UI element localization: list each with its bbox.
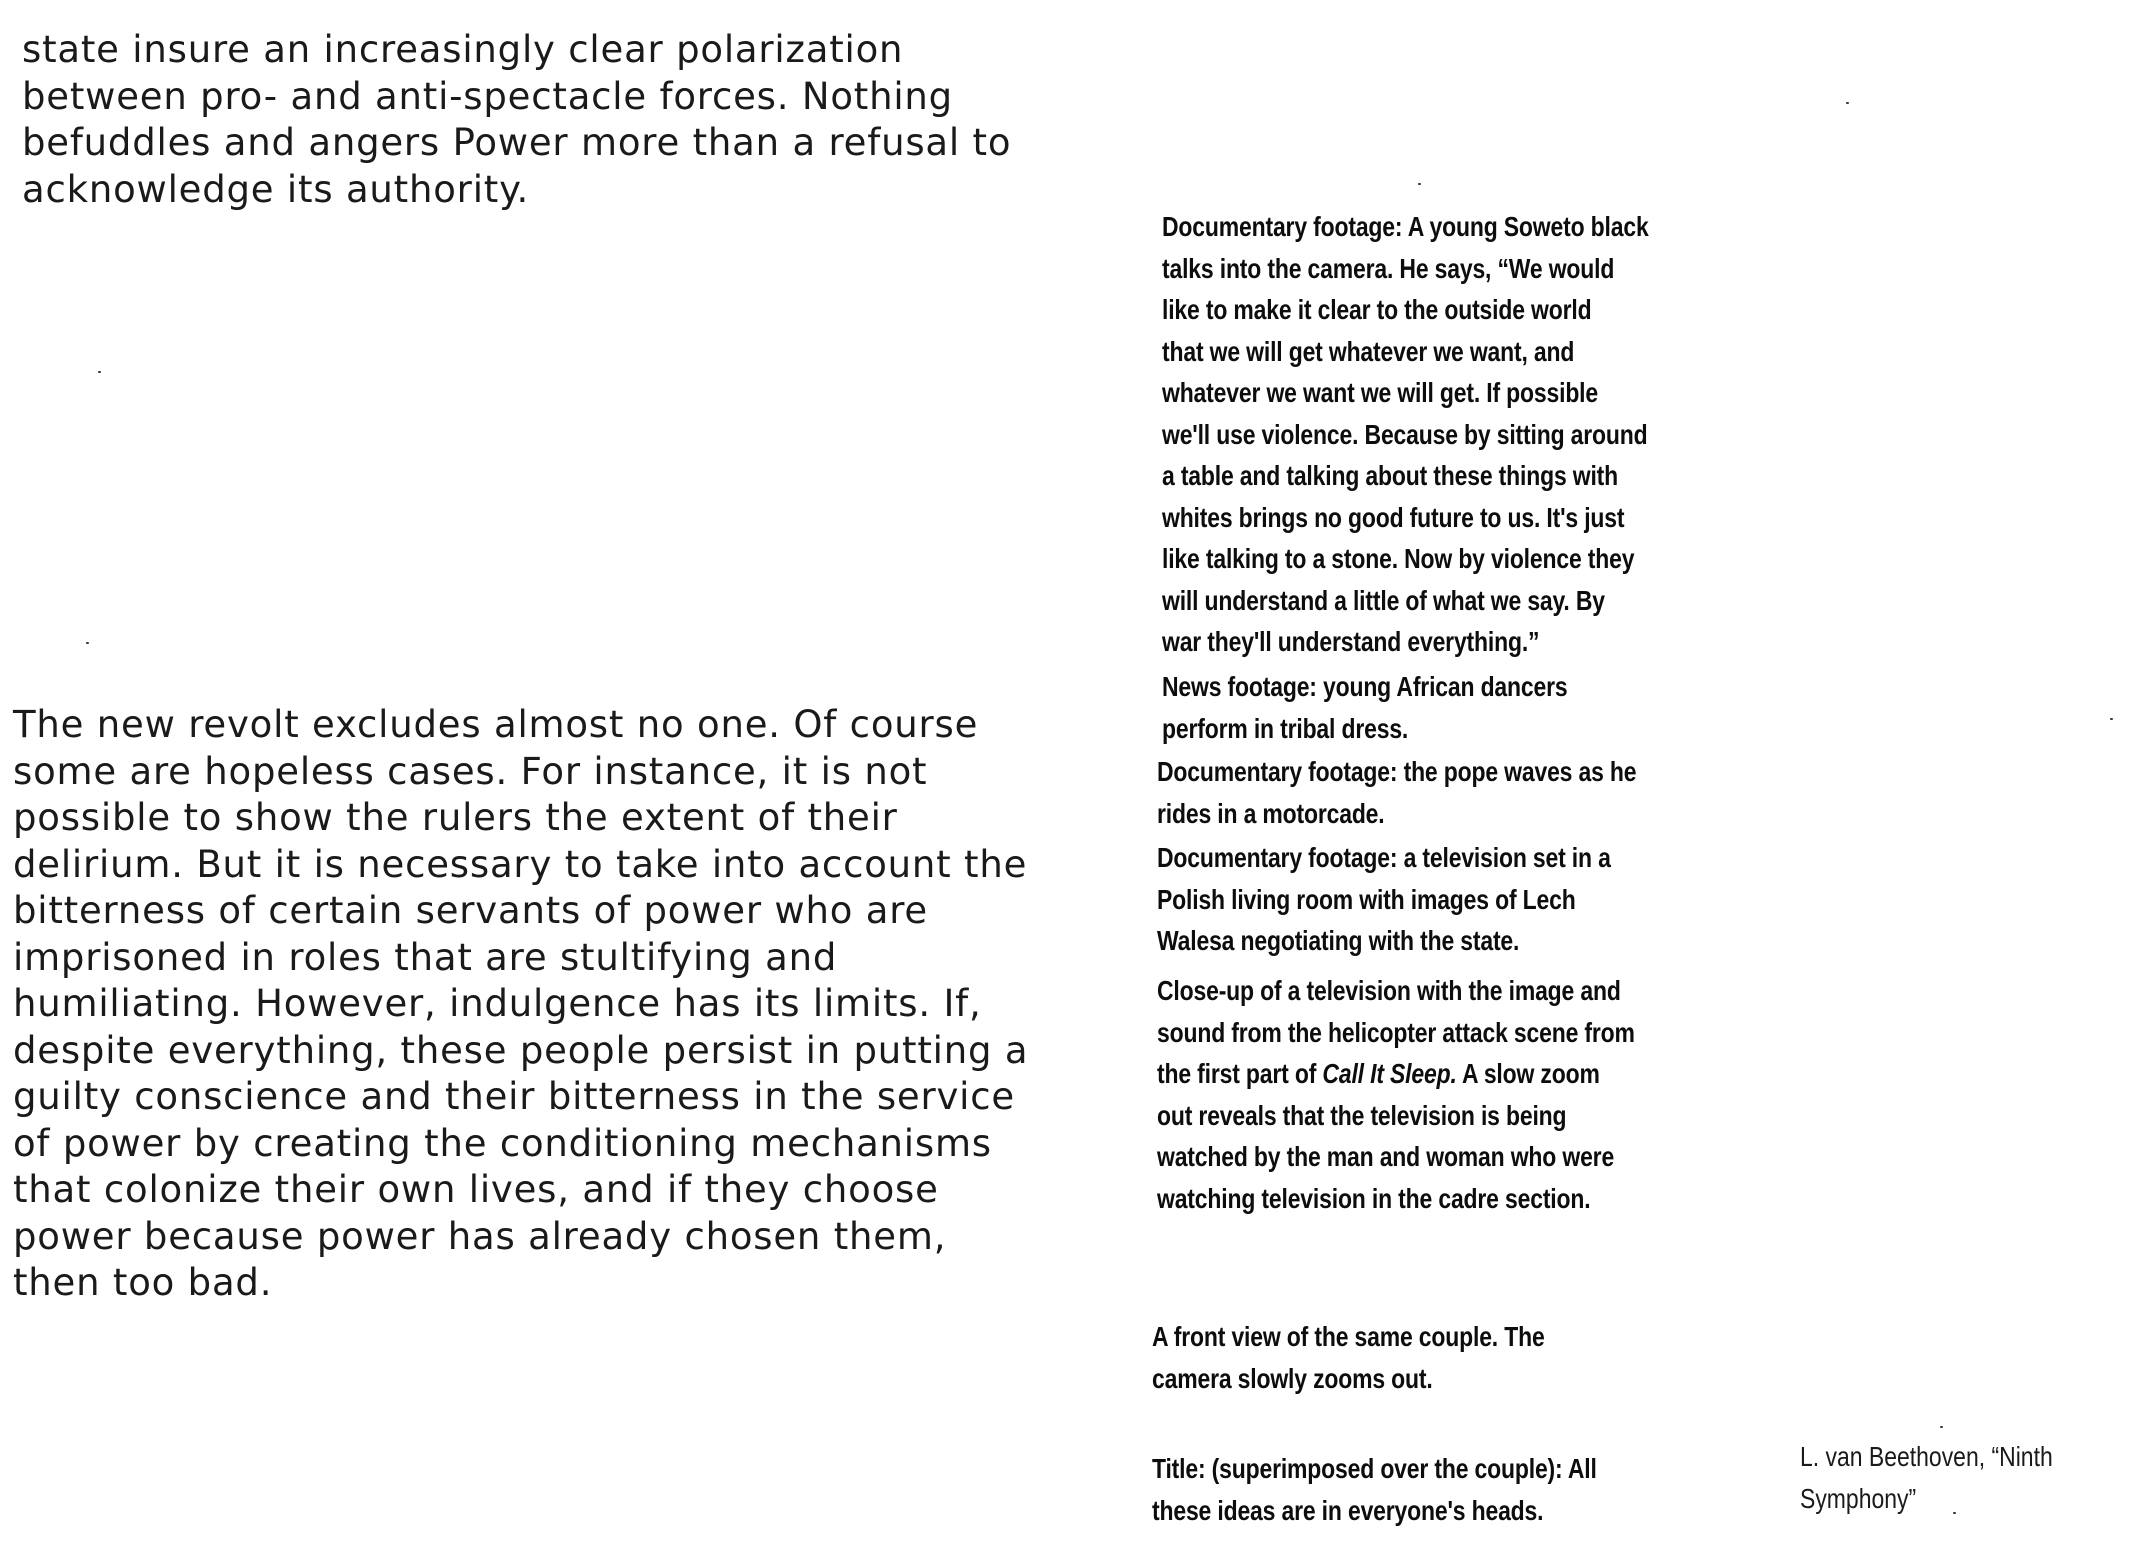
shot-line: like talking to a stone. Now by violence they bbox=[1162, 543, 1635, 574]
scan-speck bbox=[2110, 718, 2113, 720]
shot-line: A front view of the same couple. The bbox=[1152, 1321, 1545, 1352]
shot-line: whatever we want we will get. If possible bbox=[1162, 377, 1599, 408]
scan-speck bbox=[98, 371, 101, 373]
shot-line: Documentary footage: a television set in a bbox=[1157, 842, 1611, 873]
music-cue bbox=[1800, 1436, 2053, 1520]
shot-line: talks into the camera. He says, “We would bbox=[1162, 252, 1615, 284]
shot-line: whites brings no good future to us. It's just bbox=[1162, 501, 1625, 533]
shot-description-dancers bbox=[1162, 666, 1567, 749]
scan-speck bbox=[1418, 183, 1421, 185]
shot-description-walesa bbox=[1157, 837, 1611, 962]
shot-description-pope bbox=[1157, 751, 1636, 834]
shot-line: Close-up of a television with the image and bbox=[1157, 975, 1621, 1006]
shot-line: watched by the man and woman who were bbox=[1157, 1141, 1615, 1172]
narration-line: then too bad. bbox=[13, 1261, 273, 1304]
narration-line: acknowledge its authority. bbox=[22, 167, 530, 211]
shot-description-soweto bbox=[1162, 206, 1649, 663]
shot-description-front-view bbox=[1152, 1316, 1545, 1399]
shot-line: Documentary footage: A young Soweto black bbox=[1162, 211, 1649, 242]
music-line: L. van Beethoven, “Ninth bbox=[1800, 1441, 2053, 1472]
shot-line: Title: (superimposed over the couple): All bbox=[1152, 1453, 1597, 1484]
narration-line: state insure an increasingly clear polarization bbox=[22, 28, 904, 71]
shot-line: war they'll understand everything.” bbox=[1162, 626, 1540, 657]
narration-line: of power by creating the conditioning mechanisms bbox=[13, 1121, 992, 1165]
narration-line: befuddles and angers Power more than a refusal to bbox=[22, 121, 1012, 164]
narration-line: bitterness of certain servants of power who are bbox=[13, 889, 928, 932]
film-title: Call It Sleep. bbox=[1322, 1058, 1457, 1089]
narration-paragraph-1 bbox=[22, 27, 1011, 213]
shot-line: Polish living room with images of Lech bbox=[1157, 883, 1576, 915]
narration-line: some are hopeless cases. For instance, it is not bbox=[13, 749, 928, 793]
narration-line: between pro- and anti-spectacle forces. Nothing bbox=[22, 74, 953, 118]
shot-line: Documentary footage: the pope waves as he bbox=[1157, 756, 1637, 787]
narration-paragraph-2 bbox=[13, 702, 1028, 1307]
scan-speck bbox=[1846, 102, 1849, 104]
shot-description-title-card bbox=[1152, 1448, 1597, 1531]
shot-line: rides in a motorcade. bbox=[1157, 797, 1385, 829]
narration-line: power because power has already chosen them, bbox=[13, 1214, 947, 1258]
scan-speck bbox=[1940, 1426, 1943, 1428]
shot-line bbox=[1157, 1053, 1635, 1095]
shot-line: these ideas are in everyone's heads. bbox=[1152, 1494, 1544, 1526]
narration-line: humiliating. However, indulgence has its limits. If, bbox=[13, 982, 982, 1025]
narration-line: despite everything, these people persist in putting a bbox=[13, 1028, 1029, 1072]
shot-text: A slow zoom bbox=[1456, 1058, 1600, 1089]
narration-line: guilty conscience and their bitterness in the service bbox=[13, 1075, 1015, 1118]
shot-text: the first part of bbox=[1157, 1058, 1323, 1089]
narration-line: delirium. But it is necessary to take into account the bbox=[13, 842, 1028, 886]
scan-speck bbox=[86, 642, 89, 644]
shot-line: we'll use violence. Because by sitting around bbox=[1162, 418, 1648, 450]
shot-line: will understand a little of what we say. By bbox=[1162, 584, 1605, 616]
shot-line: watching television in the cadre section. bbox=[1157, 1182, 1591, 1214]
shot-line: a table and talking about these things with bbox=[1162, 460, 1619, 491]
shot-description-closeup bbox=[1157, 970, 1635, 1219]
narration-line: possible to show the rulers the extent of their bbox=[13, 796, 898, 839]
shot-line: sound from the helicopter attack scene from bbox=[1157, 1016, 1635, 1048]
shot-line: like to make it clear to the outside world bbox=[1162, 294, 1592, 325]
shot-line: News footage: young African dancers bbox=[1162, 671, 1568, 702]
scan-speck bbox=[1953, 1512, 1956, 1514]
shot-line: perform in tribal dress. bbox=[1162, 712, 1409, 744]
music-line: Symphony” bbox=[1800, 1483, 1917, 1514]
narration-line: that colonize their own lives, and if they choose bbox=[13, 1168, 939, 1211]
shot-line: that we will get whatever we want, and bbox=[1162, 335, 1575, 367]
shot-line: out reveals that the television is being bbox=[1157, 1099, 1567, 1131]
shot-line: Walesa negotiating with the state. bbox=[1157, 925, 1520, 956]
shot-line: camera slowly zooms out. bbox=[1152, 1362, 1433, 1394]
narration-line: imprisoned in roles that are stultifying and bbox=[13, 935, 838, 979]
narration-line: The new revolt excludes almost no one. Of course bbox=[13, 703, 979, 746]
